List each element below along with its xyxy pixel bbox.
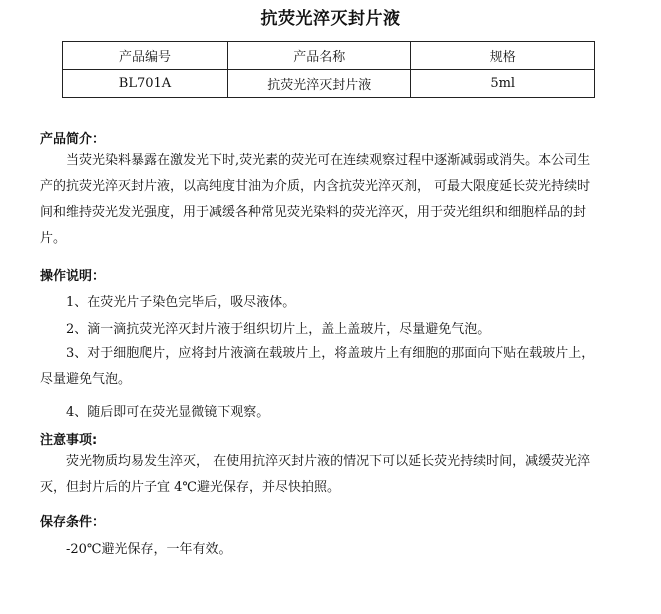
operation-step-4: 4、随后即可在荧光显微镜下观察。 — [66, 405, 270, 420]
intro-heading: 产品简介： — [40, 132, 106, 147]
operation-step-2: 2、滴一滴抗荧光淬灭封片液于组织切片上，盖上盖玻片，尽量避免气泡。 — [66, 322, 491, 337]
operation-step-3: 3、对于细胞爬片，应将封片液滴在载玻片上，将盖玻片上有细胞的那面向下贴在载玻片上，尽量避免气泡。 — [40, 346, 595, 387]
table-header-row — [63, 42, 595, 70]
header-product-code: 产品编号 — [63, 42, 228, 70]
operation-step-1: 1、在荧光片子染色完毕后，吸尽液体。 — [66, 295, 296, 310]
header-product-name: 产品名称 — [227, 42, 410, 70]
product-table — [62, 41, 595, 98]
document-title: 抗荧光淬灭封片液 — [260, 9, 401, 29]
intro-paragraph: 当荧光染料暴露在激发光下时,荧光素的荧光可在连续观察过程中逐渐减弱或消失。本公司生产的抗荧光淬灭封片液，以高纯度甘油为介质，内含抗荧光淬灭剂， 可最大限度延长荧光持续时间和维持荧光发光强度，用于减缓各种常见荧光染料的荧光淬灭，用于荧光组织和细胞样品的封片。 — [40, 153, 591, 246]
cell-product-name: 抗荧光淬灭封片液 — [227, 70, 410, 98]
cell-product-code: BL701A — [63, 70, 228, 98]
cell-spec: 5ml — [411, 70, 595, 98]
storage-text: -20℃避光保存，一年有效。 — [66, 542, 232, 557]
header-spec: 规格 — [411, 42, 595, 70]
operation-heading: 操作说明： — [40, 269, 106, 284]
table-row — [63, 70, 595, 98]
notes-paragraph: 荧光物质均易发生淬灭， 在使用抗淬灭封片液的情况下可以延长荧光持续时间，减缓荧光淬灭，但封片后的片子宜 4℃避光保存，并尽快拍照。 — [40, 454, 591, 495]
notes-heading: 注意事项: — [40, 433, 98, 448]
storage-heading: 保存条件： — [40, 515, 106, 530]
